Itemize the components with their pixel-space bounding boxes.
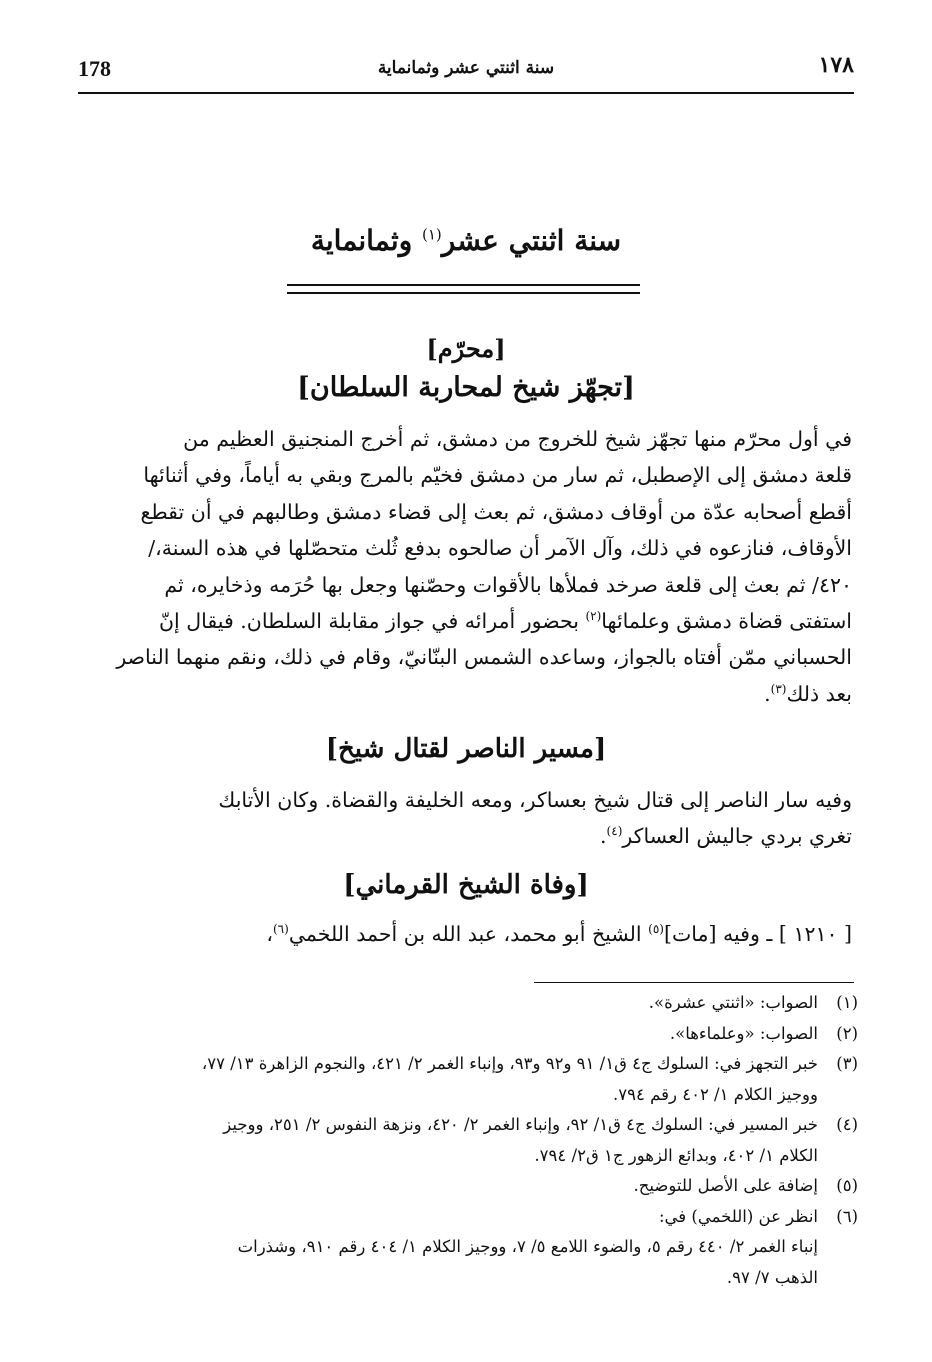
footnote-text: إضافة على الأصل للتوضيح. — [633, 1176, 818, 1195]
text-fragment: الشيخ أبو محمد، عبد الله بن أحمد اللخمي — [288, 922, 642, 946]
text-fragment: استفتى قضاة دمشق وعلمائها — [601, 609, 852, 634]
text-line — [80, 676, 852, 712]
page-header — [78, 52, 854, 92]
footnote-3 — [80, 1049, 858, 1080]
footnote-number: (٢) — [836, 1023, 858, 1043]
text-line: وفيه سار الناصر إلى قتال شيخ بعساكر، ومعه الخليفة والقضاة. وكان الأتابك — [218, 788, 852, 812]
footnote-text: انظر عن (اللخمي) في: — [658, 1206, 818, 1226]
text-fragment: ، — [266, 922, 273, 946]
footnote-text: الصواب: «وعلماءها». — [669, 1023, 818, 1043]
footnote-text: الصواب: «اثنتي عشرة». — [648, 993, 818, 1012]
month-heading: [محرّم] — [426, 334, 506, 363]
footnote-rule — [534, 982, 854, 983]
footnote-5 — [80, 1171, 858, 1202]
footnote-4 — [80, 1110, 858, 1141]
footnote-ref-5: (٥) — [648, 922, 664, 937]
paragraph-march — [80, 782, 852, 854]
chapter-title-part-b: وثمانماية — [310, 224, 413, 257]
footnote-number: (١) — [836, 993, 858, 1012]
footnote-number: (٦) — [836, 1206, 858, 1226]
footnote-number: (٤) — [836, 1115, 858, 1134]
chapter-title-part-a: سنة اثنتي عشر — [441, 224, 622, 257]
footnotes — [80, 988, 858, 1293]
footnote-ref-4: (٤) — [606, 824, 623, 839]
footnote-ref-1: (١) — [421, 225, 442, 244]
footnote-2 — [80, 1019, 858, 1050]
footnote-3-continuation: ووجيز الكلام ١/ ٤٠٢ رقم ٧٩٤. — [613, 1084, 818, 1104]
footnote-text: خبر التجهز في: السلوك ج٤ ق١/ ٩١ و٩٢ و٩٣، وإنباء الغمر ٢/ ٤٢١، والنجوم الزاهرة ١٣/ ٧٧، — [201, 1054, 818, 1073]
text-fragment: . — [600, 824, 607, 848]
text-line: الأوقاف، فنازعوه في ذلك، وآل الآمر أن صالحوه بدفع ثُلث متحصّلها في هذه السنة،/ — [148, 536, 852, 561]
text-fragment: تغري بردي جاليش العساكر — [622, 824, 852, 848]
footnote-ref-6: (٦) — [272, 922, 289, 937]
text-line: ٤٢٠/ ثم بعث إلى قلعة صرخد فملأها بالأقوات وحصّنها وجعل بها حُرَمه وذخايره، ثم — [164, 572, 852, 597]
paragraph-death — [80, 916, 852, 952]
footnote-6-continuation: إنباء الغمر ٢/ ٤٤٠ رقم ٥، والضوء اللامع ٥/ ٧، ووجيز الكلام ١/ ٤٠٤ رقم ٩١٠، وشذرات — [237, 1237, 818, 1256]
text-line: قلعة دمشق إلى الإصطبل، ثم سار من دمشق فخيّم بالمرج وبقي به أياماً، وفي أثنائها — [143, 463, 852, 488]
text-fragment: [ ١٢١٠ ] ـ وفيه [مات] — [663, 922, 852, 946]
footnote-text: خبر المسير في: السلوك ج٤ ق١/ ٩٢، وإنباء الغمر ٢/ ٤٢٠، ونزهة النفوس ٢/ ٢٥١، ووجيز — [223, 1115, 818, 1134]
paragraph-preparation — [80, 421, 852, 712]
text-fragment: بحضور أمرائه في جواز مقابلة السلطان. فيقال إنّ — [158, 609, 579, 634]
text-line — [80, 818, 852, 854]
header-rule — [78, 92, 854, 94]
title-double-rule — [287, 284, 640, 294]
chapter-title — [0, 224, 932, 257]
running-title: سنة اثنتي عشر وثمانماية — [377, 58, 555, 78]
page-number-arabic: ١٧٨ — [818, 52, 854, 78]
text-line — [80, 603, 852, 639]
footnote-6 — [80, 1202, 858, 1233]
section-heading-march: [مسير الناصر لقتال شيخ] — [325, 734, 607, 764]
text-line — [80, 916, 852, 952]
footnote-6-continuation-2: الذهب ٧/ ٩٧. — [726, 1267, 818, 1287]
section-heading-death: [وفاة الشيخ القرماني] — [343, 870, 589, 900]
text-fragment: . — [764, 681, 771, 706]
text-line: في أول محرّم منها تجهّز شيخ للخروج من دمشق، ثم أخرج المنجنيق العظيم من — [183, 427, 852, 451]
page-number-latin: 178 — [78, 56, 111, 81]
footnote-ref-2: (٢) — [585, 609, 602, 624]
footnote-number: (٣) — [836, 1054, 858, 1073]
footnote-1 — [80, 988, 858, 1019]
text-line: الحسباني ممّن أفتاه بالجواز، وساعده الشمس البنّانيّ، وقام في ذلك، ونقم منهما الناصر — [116, 645, 852, 670]
section-heading-preparation: [تجهّز شيخ لمحاربة السلطان] — [297, 372, 635, 403]
footnote-number: (٥) — [836, 1176, 858, 1195]
text-fragment: بعد ذلك — [786, 681, 852, 706]
footnote-ref-3: (٣) — [770, 682, 787, 697]
footnote-4-continuation: الكلام ١/ ٤٠٢، وبدائع الزهور ج١ ق٢/ ٧٩٤. — [534, 1145, 818, 1165]
text-line: أقطع أصحابه عدّة من أوقاف دمشق، ثم بعث إلى قضاء دمشق وطالبهم في أن تقطع — [140, 499, 852, 524]
